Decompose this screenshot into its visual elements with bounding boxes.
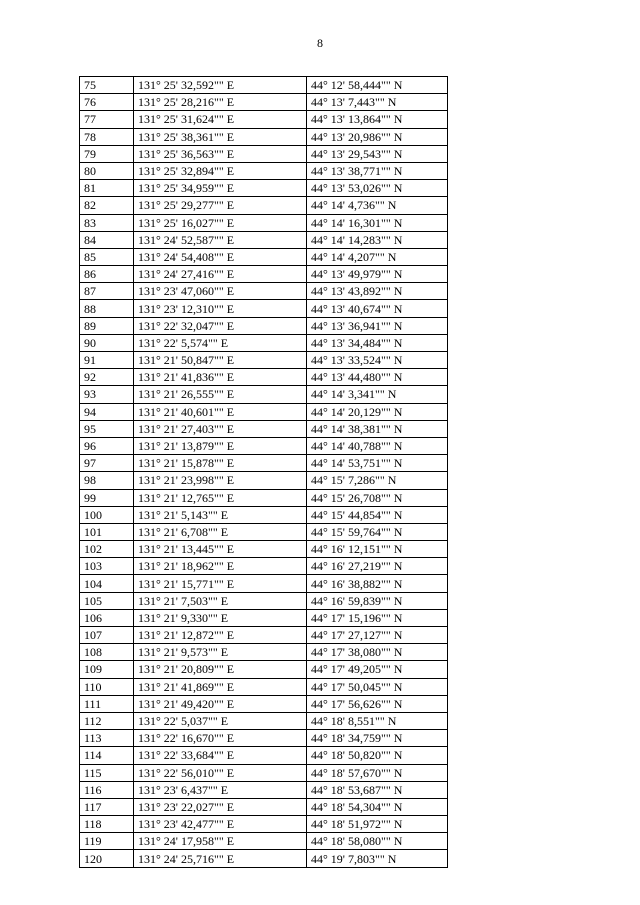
longitude-cell: 131° 21' 41,869"" E xyxy=(134,678,307,695)
point-number-cell: 79 xyxy=(80,145,134,162)
longitude-cell: 131° 21' 23,998"" E xyxy=(134,472,307,489)
point-number-cell: 94 xyxy=(80,403,134,420)
point-number-cell: 90 xyxy=(80,334,134,351)
latitude-cell: 44° 13' 36,941"" N xyxy=(307,317,448,334)
latitude-cell: 44° 15' 7,286"" N xyxy=(307,472,448,489)
latitude-cell: 44° 18' 34,759"" N xyxy=(307,730,448,747)
table-row xyxy=(80,798,448,815)
latitude-cell: 44° 13' 20,986"" N xyxy=(307,128,448,145)
latitude-cell: 44° 14' 20,129"" N xyxy=(307,403,448,420)
table-row xyxy=(80,420,448,437)
point-number-cell: 116 xyxy=(80,781,134,798)
latitude-cell: 44° 18' 51,972"" N xyxy=(307,816,448,833)
longitude-cell: 131° 23' 42,477"" E xyxy=(134,816,307,833)
latitude-cell: 44° 13' 38,771"" N xyxy=(307,162,448,179)
longitude-cell: 131° 23' 47,060"" E xyxy=(134,283,307,300)
longitude-cell: 131° 22' 32,047"" E xyxy=(134,317,307,334)
table-row xyxy=(80,94,448,111)
longitude-cell: 131° 25' 32,592"" E xyxy=(134,77,307,94)
longitude-cell: 131° 21' 26,555"" E xyxy=(134,386,307,403)
latitude-cell: 44° 14' 38,381"" N xyxy=(307,420,448,437)
table-row xyxy=(80,781,448,798)
longitude-cell: 131° 21' 15,771"" E xyxy=(134,575,307,592)
table-row xyxy=(80,730,448,747)
point-number-cell: 115 xyxy=(80,764,134,781)
table-row xyxy=(80,455,448,472)
latitude-cell: 44° 17' 15,196"" N xyxy=(307,609,448,626)
point-number-cell: 117 xyxy=(80,798,134,815)
latitude-cell: 44° 18' 54,304"" N xyxy=(307,798,448,815)
table-row xyxy=(80,489,448,506)
point-number-cell: 83 xyxy=(80,214,134,231)
table-row xyxy=(80,266,448,283)
point-number-cell: 75 xyxy=(80,77,134,94)
table-row xyxy=(80,747,448,764)
longitude-cell: 131° 25' 38,361"" E xyxy=(134,128,307,145)
latitude-cell: 44° 17' 49,205"" N xyxy=(307,661,448,678)
table-row xyxy=(80,833,448,850)
longitude-cell: 131° 21' 15,878"" E xyxy=(134,455,307,472)
latitude-cell: 44° 13' 44,480"" N xyxy=(307,369,448,386)
longitude-cell: 131° 21' 12,765"" E xyxy=(134,489,307,506)
table-row xyxy=(80,695,448,712)
latitude-cell: 44° 14' 16,301"" N xyxy=(307,214,448,231)
longitude-cell: 131° 22' 33,684"" E xyxy=(134,747,307,764)
point-number-cell: 113 xyxy=(80,730,134,747)
table-row xyxy=(80,678,448,695)
longitude-cell: 131° 23' 22,027"" E xyxy=(134,798,307,815)
point-number-cell: 93 xyxy=(80,386,134,403)
latitude-cell: 44° 18' 50,820"" N xyxy=(307,747,448,764)
table-row xyxy=(80,317,448,334)
table-row xyxy=(80,128,448,145)
longitude-cell: 131° 21' 6,708"" E xyxy=(134,523,307,540)
latitude-cell: 44° 15' 44,854"" N xyxy=(307,506,448,523)
table-row xyxy=(80,231,448,248)
point-number-cell: 118 xyxy=(80,816,134,833)
latitude-cell: 44° 13' 53,026"" N xyxy=(307,180,448,197)
table-row xyxy=(80,214,448,231)
latitude-cell: 44° 15' 59,764"" N xyxy=(307,523,448,540)
table-row xyxy=(80,764,448,781)
point-number-cell: 85 xyxy=(80,248,134,265)
latitude-cell: 44° 18' 8,551"" N xyxy=(307,712,448,729)
table-row xyxy=(80,386,448,403)
table-row xyxy=(80,816,448,833)
point-number-cell: 76 xyxy=(80,94,134,111)
point-number-cell: 82 xyxy=(80,197,134,214)
point-number-cell: 107 xyxy=(80,627,134,644)
longitude-cell: 131° 25' 34,959"" E xyxy=(134,180,307,197)
longitude-cell: 131° 21' 49,420"" E xyxy=(134,695,307,712)
point-number-cell: 119 xyxy=(80,833,134,850)
point-number-cell: 99 xyxy=(80,489,134,506)
point-number-cell: 84 xyxy=(80,231,134,248)
point-number-cell: 80 xyxy=(80,162,134,179)
table-row xyxy=(80,661,448,678)
point-number-cell: 98 xyxy=(80,472,134,489)
table-row xyxy=(80,248,448,265)
table-row xyxy=(80,352,448,369)
latitude-cell: 44° 14' 3,341"" N xyxy=(307,386,448,403)
longitude-cell: 131° 23' 6,437"" E xyxy=(134,781,307,798)
point-number-cell: 97 xyxy=(80,455,134,472)
point-number-cell: 77 xyxy=(80,111,134,128)
table-row xyxy=(80,644,448,661)
latitude-cell: 44° 13' 7,443"" N xyxy=(307,94,448,111)
latitude-cell: 44° 14' 4,736"" N xyxy=(307,197,448,214)
longitude-cell: 131° 21' 18,962"" E xyxy=(134,558,307,575)
latitude-cell: 44° 13' 33,524"" N xyxy=(307,352,448,369)
latitude-cell: 44° 16' 59,839"" N xyxy=(307,592,448,609)
point-number-cell: 112 xyxy=(80,712,134,729)
longitude-cell: 131° 23' 12,310"" E xyxy=(134,300,307,317)
point-number-cell: 87 xyxy=(80,283,134,300)
table-row xyxy=(80,162,448,179)
table-row xyxy=(80,850,448,867)
table-row xyxy=(80,523,448,540)
table-row xyxy=(80,145,448,162)
latitude-cell: 44° 14' 53,751"" N xyxy=(307,455,448,472)
point-number-cell: 109 xyxy=(80,661,134,678)
table-row xyxy=(80,541,448,558)
longitude-cell: 131° 21' 27,403"" E xyxy=(134,420,307,437)
point-number-cell: 111 xyxy=(80,695,134,712)
latitude-cell: 44° 13' 34,484"" N xyxy=(307,334,448,351)
longitude-cell: 131° 25' 31,624"" E xyxy=(134,111,307,128)
point-number-cell: 102 xyxy=(80,541,134,558)
longitude-cell: 131° 21' 50,847"" E xyxy=(134,352,307,369)
latitude-cell: 44° 17' 27,127"" N xyxy=(307,627,448,644)
point-number-cell: 89 xyxy=(80,317,134,334)
coordinates-table xyxy=(79,76,448,868)
longitude-cell: 131° 22' 16,670"" E xyxy=(134,730,307,747)
longitude-cell: 131° 21' 9,330"" E xyxy=(134,609,307,626)
longitude-cell: 131° 21' 13,445"" E xyxy=(134,541,307,558)
point-number-cell: 86 xyxy=(80,266,134,283)
table-row xyxy=(80,111,448,128)
longitude-cell: 131° 25' 36,563"" E xyxy=(134,145,307,162)
point-number-cell: 104 xyxy=(80,575,134,592)
table-row xyxy=(80,437,448,454)
latitude-cell: 44° 13' 43,892"" N xyxy=(307,283,448,300)
page-number: 8 xyxy=(317,36,323,50)
latitude-cell: 44° 18' 57,670"" N xyxy=(307,764,448,781)
longitude-cell: 131° 21' 41,836"" E xyxy=(134,369,307,386)
latitude-cell: 44° 13' 13,864"" N xyxy=(307,111,448,128)
point-number-cell: 120 xyxy=(80,850,134,867)
table-row xyxy=(80,403,448,420)
table-row xyxy=(80,77,448,94)
longitude-cell: 131° 22' 5,574"" E xyxy=(134,334,307,351)
table-row xyxy=(80,300,448,317)
longitude-cell: 131° 22' 56,010"" E xyxy=(134,764,307,781)
latitude-cell: 44° 16' 38,882"" N xyxy=(307,575,448,592)
point-number-cell: 106 xyxy=(80,609,134,626)
longitude-cell: 131° 22' 5,037"" E xyxy=(134,712,307,729)
longitude-cell: 131° 21' 40,601"" E xyxy=(134,403,307,420)
point-number-cell: 105 xyxy=(80,592,134,609)
table-row xyxy=(80,592,448,609)
latitude-cell: 44° 17' 50,045"" N xyxy=(307,678,448,695)
point-number-cell: 96 xyxy=(80,437,134,454)
latitude-cell: 44° 16' 12,151"" N xyxy=(307,541,448,558)
point-number-cell: 114 xyxy=(80,747,134,764)
table-row xyxy=(80,558,448,575)
longitude-cell: 131° 21' 12,872"" E xyxy=(134,627,307,644)
longitude-cell: 131° 25' 29,277"" E xyxy=(134,197,307,214)
point-number-cell: 92 xyxy=(80,369,134,386)
latitude-cell: 44° 12' 58,444"" N xyxy=(307,77,448,94)
longitude-cell: 131° 24' 54,408"" E xyxy=(134,248,307,265)
table-row xyxy=(80,609,448,626)
point-number-cell: 81 xyxy=(80,180,134,197)
table-row xyxy=(80,197,448,214)
coordinates-table-body xyxy=(80,77,448,868)
longitude-cell: 131° 21' 7,503"" E xyxy=(134,592,307,609)
latitude-cell: 44° 18' 58,080"" N xyxy=(307,833,448,850)
longitude-cell: 131° 21' 20,809"" E xyxy=(134,661,307,678)
longitude-cell: 131° 25' 28,216"" E xyxy=(134,94,307,111)
point-number-cell: 103 xyxy=(80,558,134,575)
point-number-cell: 110 xyxy=(80,678,134,695)
latitude-cell: 44° 14' 14,283"" N xyxy=(307,231,448,248)
latitude-cell: 44° 18' 53,687"" N xyxy=(307,781,448,798)
point-number-cell: 108 xyxy=(80,644,134,661)
table-row xyxy=(80,506,448,523)
longitude-cell: 131° 24' 17,958"" E xyxy=(134,833,307,850)
point-number-cell: 101 xyxy=(80,523,134,540)
latitude-cell: 44° 17' 56,626"" N xyxy=(307,695,448,712)
longitude-cell: 131° 21' 9,573"" E xyxy=(134,644,307,661)
latitude-cell: 44° 13' 49,979"" N xyxy=(307,266,448,283)
latitude-cell: 44° 15' 26,708"" N xyxy=(307,489,448,506)
latitude-cell: 44° 13' 40,674"" N xyxy=(307,300,448,317)
point-number-cell: 88 xyxy=(80,300,134,317)
longitude-cell: 131° 21' 13,879"" E xyxy=(134,437,307,454)
latitude-cell: 44° 14' 4,207"" N xyxy=(307,248,448,265)
longitude-cell: 131° 25' 32,894"" E xyxy=(134,162,307,179)
longitude-cell: 131° 24' 52,587"" E xyxy=(134,231,307,248)
point-number-cell: 100 xyxy=(80,506,134,523)
latitude-cell: 44° 16' 27,219"" N xyxy=(307,558,448,575)
latitude-cell: 44° 17' 38,080"" N xyxy=(307,644,448,661)
table-row xyxy=(80,472,448,489)
table-row xyxy=(80,575,448,592)
table-row xyxy=(80,283,448,300)
latitude-cell: 44° 14' 40,788"" N xyxy=(307,437,448,454)
latitude-cell: 44° 19' 7,803"" N xyxy=(307,850,448,867)
longitude-cell: 131° 24' 25,716"" E xyxy=(134,850,307,867)
longitude-cell: 131° 24' 27,416"" E xyxy=(134,266,307,283)
latitude-cell: 44° 13' 29,543"" N xyxy=(307,145,448,162)
point-number-cell: 78 xyxy=(80,128,134,145)
table-row xyxy=(80,712,448,729)
point-number-cell: 91 xyxy=(80,352,134,369)
table-row xyxy=(80,627,448,644)
longitude-cell: 131° 21' 5,143"" E xyxy=(134,506,307,523)
table-row xyxy=(80,369,448,386)
table-row xyxy=(80,334,448,351)
table-row xyxy=(80,180,448,197)
point-number-cell: 95 xyxy=(80,420,134,437)
longitude-cell: 131° 25' 16,027"" E xyxy=(134,214,307,231)
